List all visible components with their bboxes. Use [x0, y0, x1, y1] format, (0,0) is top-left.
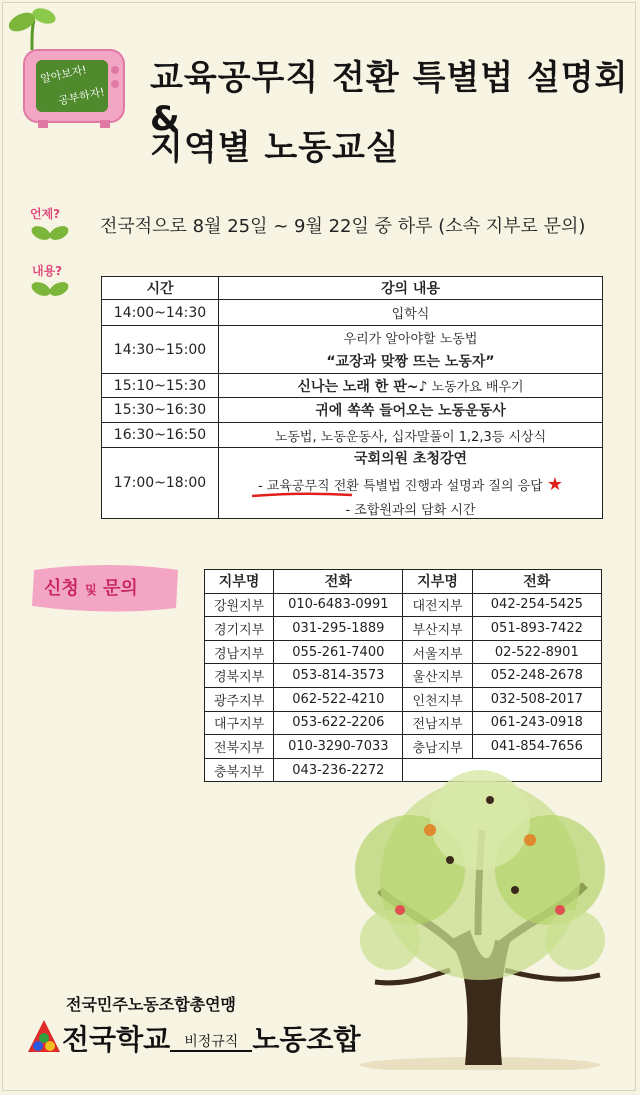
- col-branch-header: 지부명: [205, 570, 274, 594]
- apply-and-text: 및: [85, 583, 97, 597]
- branch-phone: 042-254-5425: [472, 593, 601, 617]
- table-row: [205, 735, 602, 759]
- leaf-icon: [30, 222, 70, 244]
- time-cell: 16:30~16:50: [102, 423, 219, 448]
- content-cell: [219, 398, 603, 423]
- branch-table: [204, 569, 602, 782]
- branch-phone: 053-814-3573: [274, 664, 403, 688]
- branch-phone: 032-508-2017: [472, 687, 601, 711]
- table-row: [205, 617, 602, 641]
- highlighted-line: [258, 475, 543, 494]
- table-row: [102, 374, 603, 398]
- apply-ask-text: 문의: [102, 578, 138, 599]
- branch-name: 강원지부: [205, 593, 274, 617]
- content-bold: 신나는 노래 한 판~♪: [297, 378, 428, 395]
- branch-name: 대구지부: [205, 711, 274, 735]
- table-row: [205, 687, 602, 711]
- branch-header-row: [205, 570, 602, 594]
- branch-name: 충남지부: [403, 735, 472, 759]
- tree-illustration: [330, 770, 630, 1070]
- branch-name: 전남지부: [403, 711, 472, 735]
- table-row: [205, 593, 602, 617]
- tv-text-1: 알아보자!: [39, 63, 88, 86]
- content-line-bold: “교장과 맞짱 뜨는 노동자”: [326, 354, 495, 370]
- content-line: - 조합원과의 담화 시간: [345, 503, 476, 518]
- col-phone-header: 전화: [274, 570, 403, 594]
- branch-phone: 052-248-2678: [472, 664, 601, 688]
- time-cell: 14:00~14:30: [102, 300, 219, 326]
- branch-name: 경북지부: [205, 664, 274, 688]
- branch-name: 서울지부: [403, 640, 472, 664]
- table-row: [205, 664, 602, 688]
- col-branch-header: 지부명: [403, 570, 472, 594]
- content-line-wrap: [219, 474, 602, 495]
- branch-name: 울산지부: [403, 664, 472, 688]
- content-cell: [219, 374, 603, 398]
- branch-phone: 061-243-0918: [472, 711, 601, 735]
- table-row: [102, 448, 603, 519]
- branch-phone: 062-522-4210: [274, 687, 403, 711]
- content-line: - 교육공무직 전환 특별법 진행과 설명과 질의 응답: [257, 479, 543, 494]
- org-main-part-1: 전국학교: [62, 1023, 171, 1056]
- branch-phone: 010-3290-7033: [274, 735, 403, 759]
- content-cell: 노동법, 노동운동사, 십자말풀이 1,2,3등 시상식: [219, 423, 603, 448]
- col-phone-header: 전화: [472, 570, 601, 594]
- branch-phone: 053-622-2206: [274, 711, 403, 735]
- content-cell: 입학식: [219, 300, 603, 326]
- branch-phone: 043-236-2272: [274, 758, 403, 782]
- table-row: [102, 398, 603, 423]
- tv-icon: [18, 40, 130, 130]
- union-logo-icon: [26, 1018, 62, 1054]
- org-top-name: 전국민주노동조합총연맹: [66, 995, 237, 1014]
- apply-text: 신청: [44, 578, 79, 599]
- table-row: [102, 326, 603, 374]
- schedule-table: [101, 276, 603, 519]
- branch-name: 경기지부: [205, 617, 274, 641]
- branch-name: 경남지부: [205, 640, 274, 664]
- branch-name: 부산지부: [403, 617, 472, 641]
- time-cell: 14:30~15:00: [102, 326, 219, 374]
- red-underline-mark: [252, 492, 352, 498]
- branch-phone: 055-261-7400: [274, 640, 403, 664]
- title-line-2: 지역별 노동교실: [150, 128, 400, 168]
- schedule-header-row: [102, 277, 603, 300]
- org-main-part-2: 노동조합: [252, 1023, 361, 1056]
- time-cell: 17:00~18:00: [102, 448, 219, 519]
- table-row: [102, 423, 603, 448]
- label-what: 내용?: [32, 264, 63, 278]
- branch-name: 충북지부: [205, 758, 274, 782]
- table-row: [205, 711, 602, 735]
- red-star-icon: ★: [546, 474, 564, 495]
- content-bold: 귀에 쏙쏙 들어오는 노동운동사: [315, 403, 506, 419]
- title-line-1: 교육공무직 전환 특별법 설명회 &: [150, 58, 629, 139]
- sprout-icon: [6, 6, 56, 50]
- leaf-icon: [30, 278, 70, 300]
- content-text: 노동가요 배우기: [427, 379, 524, 395]
- content-line: 우리가 알아야할 노동법: [343, 332, 478, 347]
- branch-phone: 031-295-1889: [274, 617, 403, 641]
- content-line-bold: 국회의원 초청강연: [353, 451, 468, 467]
- label-when: 언제?: [30, 207, 61, 221]
- branch-phone: 010-6483-0991: [274, 593, 403, 617]
- table-row: [205, 640, 602, 664]
- tv-text-2: 공부하자!: [57, 85, 106, 108]
- branch-phone: 041-854-7656: [472, 735, 601, 759]
- branch-name: 인천지부: [403, 687, 472, 711]
- table-row: [102, 300, 603, 326]
- time-cell: 15:10~15:30: [102, 374, 219, 398]
- col-time-header: 시간: [102, 277, 219, 300]
- content-cell: [219, 326, 603, 374]
- branch-name: 전북지부: [205, 735, 274, 759]
- time-cell: 15:30~16:30: [102, 398, 219, 423]
- content-cell: [219, 448, 603, 519]
- branch-phone: 02-522-8901: [472, 640, 601, 664]
- org-main-sub: 비정규직: [170, 1034, 252, 1052]
- branch-phone: 051-893-7422: [472, 617, 601, 641]
- when-text: 전국적으로 8월 25일 ~ 9월 22일 중 하루 (소속 지부로 문의): [100, 216, 586, 237]
- col-content-header: 강의 내용: [219, 277, 603, 300]
- apply-label: [44, 574, 138, 600]
- org-main-name: [62, 1018, 361, 1058]
- branch-name: 대전지부: [403, 593, 472, 617]
- branch-name: 광주지부: [205, 687, 274, 711]
